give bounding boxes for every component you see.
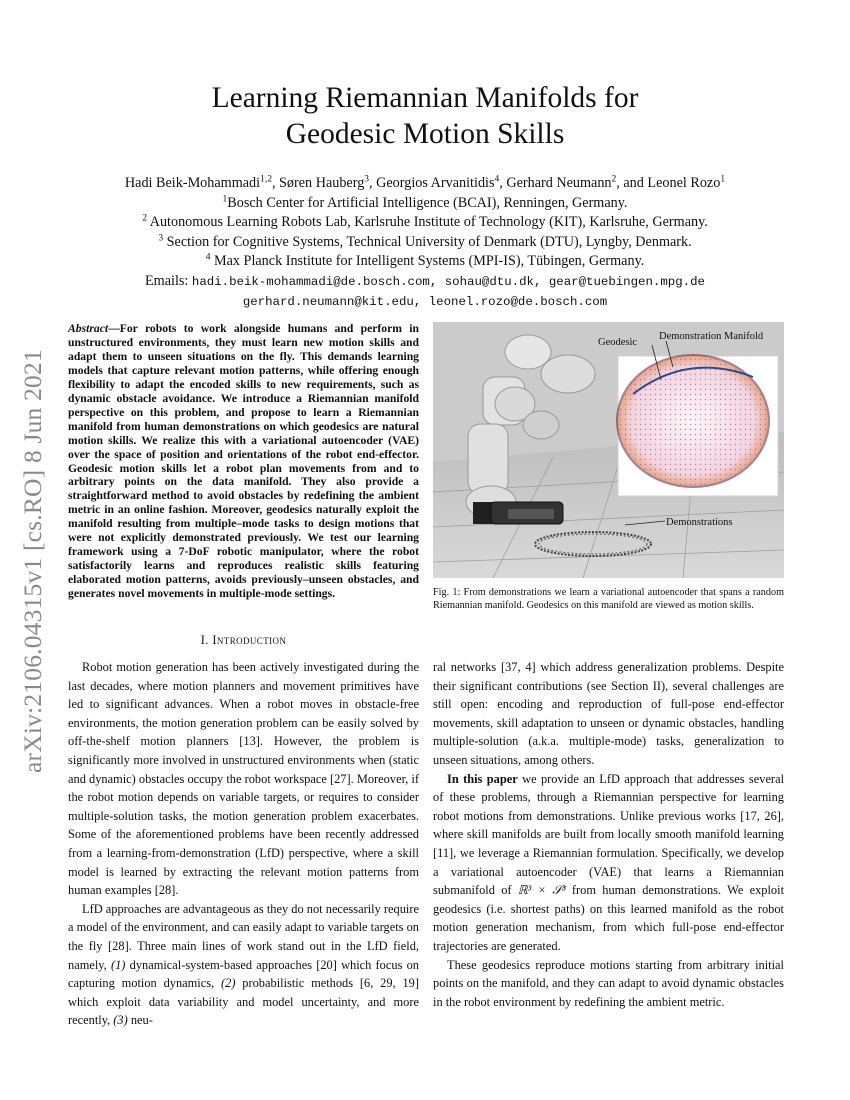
affiliation-line (0, 213, 850, 233)
right-column (433, 658, 784, 1011)
title-line-2: Geodesic Motion Skills (285, 118, 565, 150)
section-heading (68, 633, 419, 648)
manifold-label: Demonstration Manifold (659, 331, 764, 342)
text-run: probabilistic methods [6, 29, 19] which exploit data variability and model uncertainty, and more recently, (68, 976, 419, 1028)
demonstrations-label: Demonstrations (666, 517, 733, 528)
affiliation-text: Bosch Center for Artificial Intelligence (BCAI), Renningen, Germany. (227, 194, 628, 211)
affiliation-marker: 1,2 (260, 174, 272, 185)
affiliation-marker: 1 (720, 174, 726, 185)
author-name: Leonel Rozo (647, 175, 721, 191)
author-block (0, 174, 850, 313)
paper-title (0, 80, 850, 152)
paragraph (433, 770, 784, 956)
author-separator: , (369, 175, 377, 191)
affiliation-text: Autonomous Learning Robots Lab, Karlsruhe Institute of Technology (KIT), Karlsruhe, Germany. (146, 214, 708, 230)
abstract (68, 322, 419, 601)
paragraph: These geodesics reproduce motions starting from arbitrary initial points on the manifold, and they can adapt to avoid dynamic obstacles in the robot environment by redefining the ambient metric. (433, 957, 784, 1009)
affiliation-number: 1 (222, 193, 228, 204)
section-number: I. (200, 633, 213, 647)
email-line (0, 272, 850, 293)
math-expression: ℝ³ × 𝒮³ (517, 883, 566, 898)
list-marker: (1) (110, 957, 126, 972)
paragraph-lead: In this paper (447, 771, 518, 786)
abstract-lead: Abstract (68, 322, 109, 335)
author-name: Georgios Arvanitidis (376, 175, 495, 191)
paragraph: ral networks [37, 4] which address generalization problems. Despite their significant contributions (see Section II), several challenges are still open: encoding and reproduction of full-pose end-effector movements, skill adaptation to unseen or dynamic obstacles, handling multiple-solution (a.k.a. multiple-mode) tasks, generalization to unseen situations, among others. (433, 660, 784, 767)
email-list[interactable]: gerhard.neumann@kit.edu, leonel.rozo@de.bosch.com (242, 295, 608, 309)
arxiv-stamp: arXiv:2106.04315v1 [cs.RO] 8 Jun 2021 (18, 349, 47, 773)
text-run: from human demonstrations. We exploit geodesics (i.e. shortest paths) on this learned manifold as the robot motion generation mechanism, from which full-pose end-effector trajectories are generated. (433, 883, 785, 953)
paragraph (68, 900, 419, 1030)
figure-illustration (433, 322, 784, 578)
title-line-1: Learning Riemannian Manifolds for (211, 82, 639, 114)
affiliation-number: 3 (158, 232, 164, 243)
emails-label: Emails: (145, 272, 189, 289)
affiliation-text: Max Planck Institute for Intelligent Systems (MPI-IS), Tübingen, Germany. (210, 253, 645, 269)
author-separator: , and (616, 175, 648, 191)
affiliation-number: 4 (205, 252, 211, 263)
affiliation-line (0, 194, 850, 214)
text-run: dynamical-system-based approaches [20] which focus on capturing motion dynamics, (68, 957, 419, 991)
affiliation-text: Section for Cognitive Systems, Technical University of Denmark (DTU), Lyngby, Denmark. (163, 233, 692, 250)
geodesic-label: Geodesic (598, 337, 638, 348)
affiliation-marker: 3 (364, 174, 370, 185)
figure-caption: Fig. 1: From demonstrations we learn a variational autoencoder that spans a random Riemannian manifold. Geodesics on this manifold are viewed as motion skills. (433, 587, 784, 611)
author-name: Gerhard Neumann (506, 175, 612, 191)
figure-robot-manifold (433, 322, 784, 578)
text-run: LfD approaches are advantageous as they do not necessarily require a model of the environment, and can easily adapt to variable targets on the fly [28]. Three main lines of work stand out in the LfD field, namely, (68, 901, 419, 972)
email-list[interactable]: hadi.beik-mohammadi@de.bosch.com, sohau@dtu.dk, gear@tuebingen.mpg.de (191, 274, 705, 289)
author-name: Søren Hauberg (279, 175, 365, 191)
author-separator: , (271, 175, 280, 191)
list-marker: (2) (221, 976, 236, 991)
affiliation-marker: 2 (611, 174, 617, 185)
affiliation-number: 2 (142, 213, 147, 224)
author-list (0, 174, 850, 194)
author-separator: , (499, 175, 507, 191)
text-run: we provide an LfD approach that addresses several of these problems, through a Riemannian perspective for learning robot motions from demonstrations. Unlike previous works [17, 26], where skill manifolds are built from locally smooth manifold learning [11], we leverage a Riemannian formulation. Specifically, we develop a variational autoencoder (VAE) that learns a Riemannian submanifold of (433, 771, 785, 898)
paragraph: Robot motion generation has been actively investigated during the last decades, where motion planners and movement primitives have led to significant advances. When a robot moves in obstacle-free environments, the motion generation problem can be easily solved by off-the-shelf motion planners [13]. However, the problem is significantly more involved in unstructured environments when (static and dynamic) obstacles occupy the robot workspace [27]. Moreover, if the robot motion depends on variable targets, or requires to consider multiple-solution tasks, the motion generation problem exacerbates. Some of the aforementioned problems have been recently addressed from a learning-from-demonstration (LfD) perspective, where a skill model is learned by extracting the relevant motion patterns from human examples [28]. (68, 660, 419, 898)
list-marker: (3) (113, 1013, 128, 1028)
section-title: Introduction (212, 633, 287, 647)
left-column (68, 658, 419, 1030)
affiliation-line (0, 233, 850, 253)
abstract-text: —For robots to work alongside humans and perform in unstructured environments, they must learn new motion skills and adapt them to unseen situations on the fly. This demands learning models that capture relevant motion patterns, while offering enough flexibility to adapt the encoded skills to new requirements, such as dynamic obstacle avoidance. We introduce a Riemannian manifold perspective on this problem, and propose to learn a Riemannian manifold from human demonstrations on which geodesics are natural motion skills. We realize this with a variational autoencoder (VAE) over the space of position and orientations of the robot end-effector. Geodesic motion skills let a robot plan movements from and to arbitrary points on the data manifold. They also provide a straightforward method to avoid obstacles by redefining the ambient metric in an online fashion. Moreover, geodesics naturally exploit the manifold resulting from multiple–mode tasks to design motions that were not explicitly demonstrated previously. We test our learning framework using a 7-DoF robotic manipulator, where the robot satisfactorily learns and reproduces realistic skills featuring elaborated motion patterns, avoids previously–unseen obstacles, and generates novel movements in multiple-mode settings. (68, 322, 419, 601)
text-run: neu- (127, 1013, 153, 1028)
author-name: Hadi Beik-Mohammadi (124, 175, 261, 191)
affiliation-line (0, 252, 850, 272)
email-line (0, 292, 850, 313)
affiliation-marker: 4 (494, 174, 500, 185)
